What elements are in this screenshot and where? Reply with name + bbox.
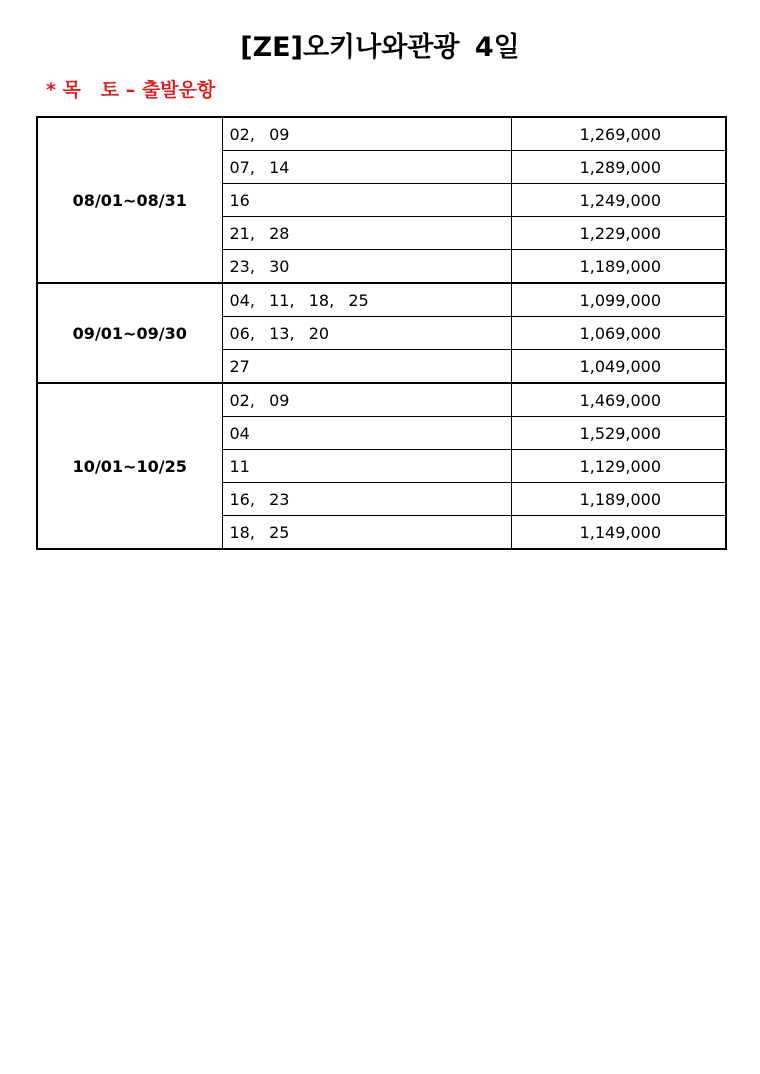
- period-cell: 10/01~10/25: [37, 383, 222, 549]
- table-row: [37, 383, 726, 417]
- dates-cell: 02, 09: [222, 383, 511, 417]
- table-row: [37, 283, 726, 317]
- price-cell: 1,529,000: [511, 417, 726, 450]
- period-cell: 09/01~09/30: [37, 283, 222, 383]
- price-cell: 1,469,000: [511, 383, 726, 417]
- price-cell: 1,249,000: [511, 184, 726, 217]
- dates-cell: 23, 30: [222, 250, 511, 284]
- dates-cell: 02, 09: [222, 117, 511, 151]
- price-cell: 1,189,000: [511, 483, 726, 516]
- table-row: [37, 117, 726, 151]
- price-cell: 1,189,000: [511, 250, 726, 284]
- price-cell: 1,069,000: [511, 317, 726, 350]
- price-cell: 1,269,000: [511, 117, 726, 151]
- page-title: [ZE]오키나와관광 4일: [240, 32, 520, 63]
- dates-cell: 04: [222, 417, 511, 450]
- price-cell: 1,289,000: [511, 151, 726, 184]
- dates-cell: 16: [222, 184, 511, 217]
- departure-subtitle: * 목 토 – 출발운항: [46, 79, 216, 101]
- price-cell: 1,129,000: [511, 450, 726, 483]
- dates-cell: 16, 23: [222, 483, 511, 516]
- price-cell: 1,099,000: [511, 283, 726, 317]
- dates-cell: 06, 13, 20: [222, 317, 511, 350]
- price-cell: 1,049,000: [511, 350, 726, 384]
- period-cell: 08/01~08/31: [37, 117, 222, 283]
- dates-cell: 27: [222, 350, 511, 384]
- dates-cell: 07, 14: [222, 151, 511, 184]
- dates-cell: 11: [222, 450, 511, 483]
- price-cell: 1,149,000: [511, 516, 726, 550]
- dates-cell: 21, 28: [222, 217, 511, 250]
- dates-cell: 18, 25: [222, 516, 511, 550]
- price-table: [36, 116, 727, 550]
- dates-cell: 04, 11, 18, 25: [222, 283, 511, 317]
- price-cell: 1,229,000: [511, 217, 726, 250]
